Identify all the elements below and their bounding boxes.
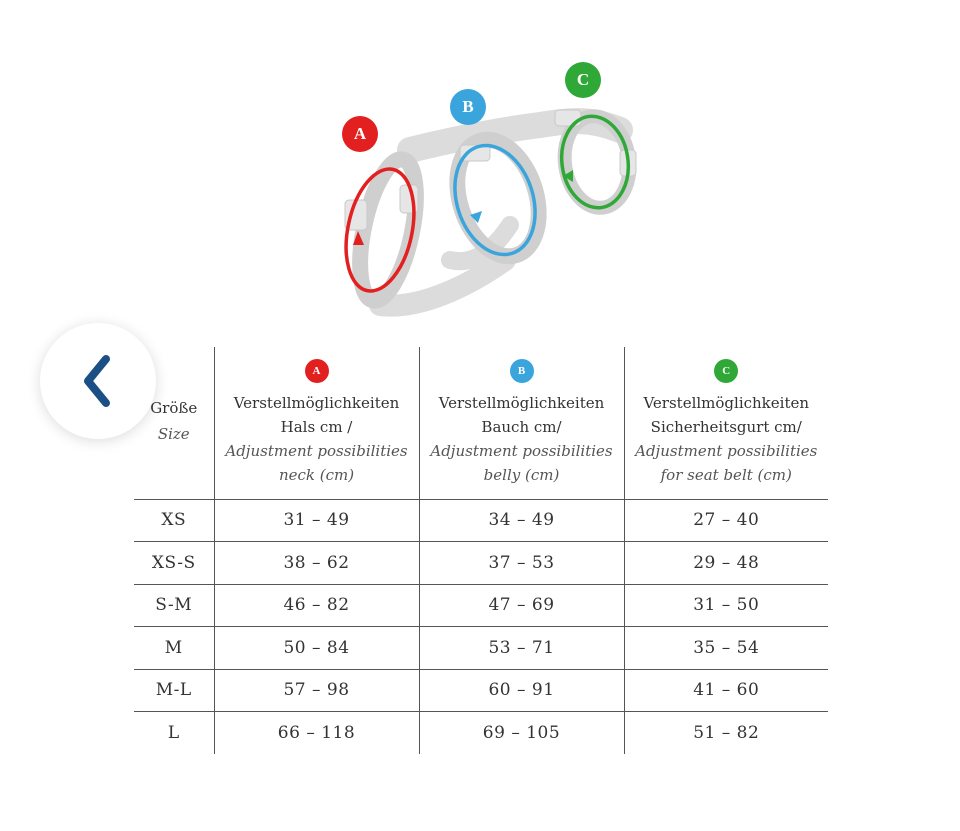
belt-header-en-1: Adjustment possibilities <box>635 442 818 460</box>
chevron-left-icon <box>78 353 118 409</box>
belt-header-de-1: Verstellmöglichkeiten <box>643 394 810 412</box>
neck-header-en-2: neck (cm) <box>278 466 355 484</box>
badge-b: B <box>450 89 486 125</box>
neck-cell: 50 – 84 <box>214 627 419 670</box>
belly-cell: 60 – 91 <box>419 669 624 712</box>
belly-header-en-1: Adjustment possibilities <box>430 442 613 460</box>
table-header-row <box>134 347 828 499</box>
size-table <box>134 347 828 754</box>
belt-cell: 29 – 48 <box>624 542 828 585</box>
table-row <box>134 542 828 585</box>
neck-column-header <box>214 347 419 499</box>
harness-illustration <box>300 50 680 330</box>
neck-header-de-2: Hals cm / <box>280 418 353 436</box>
belt-cell: 27 – 40 <box>624 499 828 542</box>
belly-cell: 47 – 69 <box>419 584 624 627</box>
neck-header-en-1: Adjustment possibilities <box>225 442 408 460</box>
size-cell: XS <box>161 510 187 531</box>
belly-cell: 53 – 71 <box>419 627 624 670</box>
belly-cell: 69 – 105 <box>419 712 624 755</box>
size-column-header <box>134 347 214 499</box>
size-cell: M <box>164 637 183 658</box>
neck-cell: 46 – 82 <box>214 584 419 627</box>
size-header-en: Size <box>157 425 190 443</box>
size-cell: M-L <box>155 680 192 701</box>
badge-c: C <box>565 62 601 98</box>
size-cell: XS-S <box>151 552 196 573</box>
badge-b-small: B <box>510 359 534 383</box>
table-row <box>134 669 828 712</box>
neck-cell: 57 – 98 <box>214 669 419 712</box>
belt-cell: 41 – 60 <box>624 669 828 712</box>
table-row <box>134 712 828 755</box>
table-row <box>134 584 828 627</box>
belt-header-en-2: for seat belt (cm) <box>660 466 792 484</box>
belly-header-de-2: Bauch cm/ <box>481 418 562 436</box>
neck-cell: 66 – 118 <box>214 712 419 755</box>
neck-cell: 38 – 62 <box>214 542 419 585</box>
belly-header-en-2: belly (cm) <box>483 466 560 484</box>
neck-header-de-1: Verstellmöglichkeiten <box>233 394 400 412</box>
harness-diagram <box>300 50 680 330</box>
table-row <box>134 499 828 542</box>
badge-a: A <box>342 116 378 152</box>
belly-column-header <box>419 347 624 499</box>
badge-c-small: C <box>714 359 738 383</box>
size-header-de: Größe <box>150 399 198 417</box>
belly-header-de-1: Verstellmöglichkeiten <box>438 394 605 412</box>
badge-a-small: A <box>305 359 329 383</box>
neck-cell: 31 – 49 <box>214 499 419 542</box>
belt-header-de-2: Sicherheitsgurt cm/ <box>650 418 802 436</box>
belt-cell: 31 – 50 <box>624 584 828 627</box>
belt-column-header <box>624 347 828 499</box>
size-cell: L <box>167 723 180 743</box>
belt-cell: 35 – 54 <box>624 627 828 670</box>
size-cell: S-M <box>155 595 193 616</box>
belly-cell: 34 – 49 <box>419 499 624 542</box>
belly-cell: 37 – 53 <box>419 542 624 585</box>
table-row <box>134 627 828 670</box>
belt-cell: 51 – 82 <box>624 712 828 755</box>
